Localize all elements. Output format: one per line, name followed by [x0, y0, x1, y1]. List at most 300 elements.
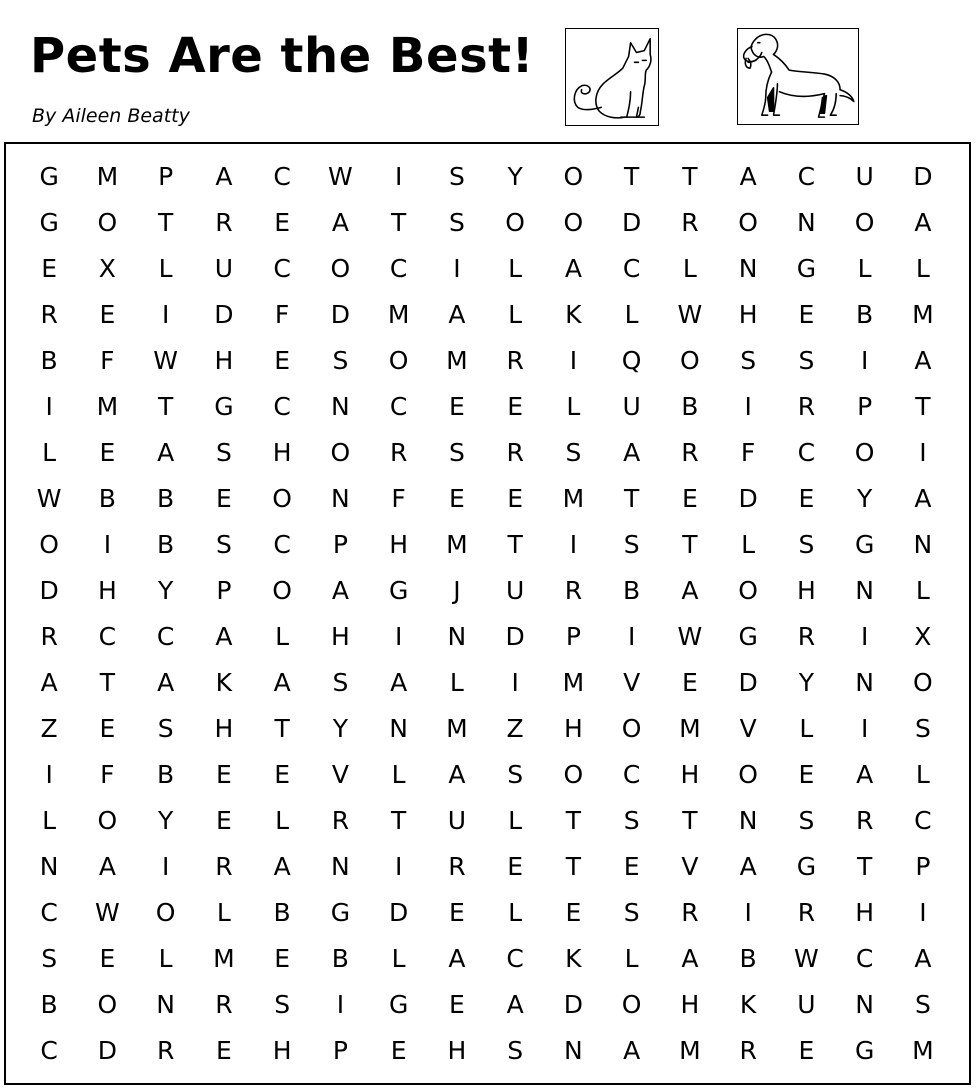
grid-letter: H: [214, 713, 234, 743]
grid-letter: N: [331, 391, 350, 421]
grid-letter: C: [40, 897, 58, 927]
grid-letter: N: [855, 989, 874, 1019]
grid-letter: N: [156, 989, 175, 1019]
grid-letter: A: [739, 161, 757, 191]
grid-letter: S: [448, 161, 465, 191]
grid-letter: V: [623, 667, 641, 697]
grid-letter: A: [390, 667, 408, 697]
grid-letter: O: [505, 207, 525, 237]
grid-letter: N: [331, 483, 350, 513]
grid-letter: A: [623, 1035, 641, 1065]
grid-letter: B: [856, 299, 874, 329]
grid-letter: G: [388, 575, 409, 605]
grid-letter: V: [739, 713, 757, 743]
grid-letter: C: [273, 253, 291, 283]
grid-letter: R: [389, 437, 408, 467]
grid-letter: N: [855, 575, 874, 605]
grid-letter: D: [913, 161, 933, 191]
grid-letter: T: [623, 483, 640, 513]
grid-letter: X: [98, 253, 116, 283]
grid-letter: B: [623, 575, 641, 605]
grid-letter: L: [624, 943, 639, 973]
grid-letter: H: [272, 1035, 292, 1065]
grid-letter: R: [564, 575, 583, 605]
grid-letter: I: [394, 621, 403, 651]
grid-letter: L: [449, 667, 464, 697]
grid-letter: N: [797, 207, 816, 237]
grid-letter: O: [738, 207, 758, 237]
grid-letter: O: [563, 207, 584, 237]
grid-letter: E: [274, 759, 291, 789]
grid-letter: I: [860, 713, 869, 743]
grid-letter: T: [682, 805, 698, 835]
grid-letter: N: [738, 253, 758, 283]
grid-letter: Y: [856, 483, 873, 513]
grid-letter: H: [738, 299, 758, 329]
grid-letter: E: [798, 759, 815, 789]
grid-letter: M: [912, 1035, 934, 1065]
grid-letter: A: [739, 851, 757, 881]
grid-letter: S: [448, 207, 465, 237]
grid-letter: A: [681, 943, 699, 973]
grid-letter: D: [505, 621, 525, 651]
grid-letter: O: [854, 207, 875, 237]
grid-letter: F: [740, 437, 756, 467]
grid-letter: E: [798, 1035, 815, 1065]
grid-letter: P: [565, 621, 581, 651]
grid-letter: G: [854, 529, 875, 559]
grid-letter: O: [97, 207, 118, 237]
grid-letter: Z: [40, 713, 58, 743]
grid-letter: G: [796, 851, 817, 881]
grid-letter: O: [155, 897, 176, 927]
grid-letter: S: [623, 897, 640, 927]
grid-letter: S: [274, 989, 291, 1019]
grid-letter: M: [562, 667, 585, 697]
grid-letter: I: [394, 851, 403, 881]
cat-icon: [565, 28, 659, 126]
puzzle-title: Pets Are the Best!: [30, 28, 534, 84]
grid-letter: A: [215, 161, 233, 191]
grid-letter: H: [563, 713, 583, 743]
grid-letter: R: [855, 805, 874, 835]
grid-letter: U: [505, 575, 525, 605]
grid-letter: A: [914, 943, 932, 973]
grid-letter: A: [40, 667, 58, 697]
grid-letter: L: [741, 529, 756, 559]
grid-letter: S: [332, 667, 349, 697]
grid-letter: B: [157, 529, 175, 559]
grid-letter: W: [36, 483, 62, 513]
grid-letter: R: [681, 207, 699, 237]
grid-letter: O: [738, 575, 758, 605]
grid-letter: G: [39, 161, 59, 191]
grid-letter: O: [854, 437, 875, 467]
grid-letter: H: [272, 437, 292, 467]
grid-letter: X: [914, 621, 932, 651]
grid-letter: Y: [332, 713, 349, 743]
grid-letter: B: [157, 759, 175, 789]
grid-letter: T: [99, 667, 116, 697]
grid-letter: L: [42, 805, 57, 835]
grid-letter: F: [274, 299, 290, 329]
grid-letter: E: [681, 667, 698, 697]
grid-letter: N: [855, 667, 874, 697]
grid-letter: E: [681, 483, 698, 513]
grid-letter: H: [97, 575, 117, 605]
grid-letter: O: [388, 345, 409, 375]
grid-letter: E: [565, 897, 582, 927]
grid-letter: I: [161, 299, 170, 329]
grid-letter: O: [272, 483, 292, 513]
grid-letter: C: [622, 253, 641, 283]
grid-letter: R: [797, 621, 816, 651]
grid-letter: Y: [507, 161, 523, 191]
grid-letter: W: [153, 345, 178, 375]
grid-letter: H: [796, 575, 816, 605]
grid-letter: C: [797, 161, 816, 191]
grid-letter: C: [40, 1035, 58, 1065]
grid-letter: E: [507, 391, 524, 421]
grid-letter: I: [161, 851, 170, 881]
grid-letter: E: [390, 1035, 407, 1065]
grid-letter: H: [214, 345, 234, 375]
grid-letter: Y: [798, 667, 815, 697]
grid-letter: U: [797, 989, 816, 1019]
grid-letter: O: [738, 759, 758, 789]
grid-letter: E: [448, 483, 465, 513]
grid-letter: K: [739, 989, 757, 1019]
grid-letter: E: [215, 1035, 232, 1065]
grid-letter: S: [215, 529, 232, 559]
grid-letter: N: [331, 851, 350, 881]
grid-letter: D: [388, 897, 409, 927]
grid-letter: B: [98, 483, 116, 513]
grid-letter: M: [562, 483, 585, 513]
grid-letter: H: [680, 759, 700, 789]
grid-letter: I: [569, 345, 578, 375]
grid-letter: E: [99, 437, 116, 467]
grid-letter: S: [798, 805, 815, 835]
grid-letter: F: [100, 759, 115, 789]
grid-letter: E: [507, 851, 524, 881]
grid-letter: I: [103, 529, 112, 559]
grid-letter: R: [506, 345, 524, 375]
grid-letter: M: [446, 345, 468, 375]
grid-letter: N: [39, 851, 59, 881]
grid-letter: I: [45, 759, 53, 789]
grid-letter: S: [332, 345, 349, 375]
grid-letter: O: [913, 667, 933, 697]
grid-letter: I: [569, 529, 578, 559]
grid-letter: O: [621, 713, 642, 743]
grid-letter: L: [508, 805, 523, 835]
grid-letter: S: [798, 345, 815, 375]
grid-letter: E: [215, 483, 232, 513]
grid-letter: F: [100, 345, 115, 375]
grid-letter: E: [507, 483, 524, 513]
grid-letter: R: [331, 805, 350, 835]
grid-letter: T: [274, 713, 290, 743]
grid-letter: E: [274, 207, 291, 237]
grid-letter: I: [453, 253, 461, 283]
grid-letter: A: [914, 483, 932, 513]
grid-letter: S: [448, 437, 465, 467]
grid-letter: A: [331, 207, 349, 237]
grid-letter: E: [623, 851, 640, 881]
grid-letter: I: [511, 667, 519, 697]
grid-letter: E: [215, 805, 232, 835]
grid-letter: D: [39, 575, 59, 605]
grid-letter: A: [448, 299, 466, 329]
grid-letter: H: [389, 529, 409, 559]
grid-letter: W: [677, 299, 703, 329]
grid-letter: V: [681, 851, 699, 881]
grid-letter: R: [215, 851, 233, 881]
grid-letter: T: [565, 805, 582, 835]
grid-letter: B: [681, 391, 699, 421]
grid-letter: M: [213, 943, 235, 973]
grid-letter: N: [389, 713, 408, 743]
grid-letter: I: [860, 345, 869, 375]
grid-letter: R: [40, 621, 58, 651]
grid-letter: A: [157, 437, 175, 467]
grid-letter: K: [215, 667, 233, 697]
grid-letter: O: [330, 437, 351, 467]
grid-letter: S: [740, 345, 757, 375]
grid-letter: A: [98, 851, 116, 881]
grid-letter: L: [508, 299, 523, 329]
grid-letter: H: [680, 989, 700, 1019]
grid-letter: L: [799, 713, 814, 743]
grid-letter: W: [677, 621, 703, 651]
grid-letter: I: [627, 621, 636, 651]
grid-letter: S: [157, 713, 174, 743]
grid-letter: R: [797, 897, 816, 927]
grid-letter: A: [623, 437, 641, 467]
grid-letter: B: [739, 943, 757, 973]
grid-letter: G: [738, 621, 758, 651]
grid-letter: N: [447, 621, 467, 651]
grid-letter: N: [738, 805, 758, 835]
grid-letter: S: [798, 529, 815, 559]
grid-letter: L: [857, 253, 872, 283]
grid-letter: P: [915, 851, 931, 881]
grid-letter: H: [447, 1035, 467, 1065]
grid-letter: T: [915, 391, 931, 421]
grid-letter: L: [915, 575, 930, 605]
grid-letter: A: [681, 575, 699, 605]
grid-letter: I: [45, 391, 53, 421]
grid-letter: B: [157, 483, 175, 513]
grid-letter: L: [42, 437, 57, 467]
grid-letter: D: [738, 667, 758, 697]
grid-letter: O: [330, 253, 351, 283]
grid-letter: B: [331, 943, 349, 973]
grid-letter: L: [391, 759, 406, 789]
grid-letter: H: [330, 621, 350, 651]
grid-letter: A: [856, 759, 874, 789]
grid-letter: L: [158, 253, 173, 283]
grid-letter: M: [387, 299, 410, 329]
grid-letter: W: [95, 897, 120, 927]
grid-letter: E: [99, 299, 116, 329]
grid-letter: R: [506, 437, 524, 467]
grid-letter: I: [744, 391, 752, 421]
author-byline: By Aileen Beatty: [32, 105, 190, 127]
grid-letter: C: [273, 529, 291, 559]
grid-letter: C: [156, 621, 175, 651]
grid-letter: A: [506, 989, 524, 1019]
grid-letter: A: [448, 759, 466, 789]
grid-letter: T: [682, 529, 698, 559]
grid-letter: L: [508, 253, 523, 283]
grid-letter: D: [330, 299, 350, 329]
grid-letter: D: [563, 989, 583, 1019]
grid-letter: O: [97, 805, 118, 835]
grid-letter: A: [331, 575, 349, 605]
grid-letter: A: [273, 667, 291, 697]
grid-letter: D: [621, 207, 642, 237]
grid-letter: C: [855, 943, 874, 973]
grid-letter: T: [856, 851, 873, 881]
grid-letter: A: [448, 943, 466, 973]
grid-letter: M: [96, 391, 119, 421]
grid-letter: L: [915, 253, 930, 283]
grid-letter: P: [158, 161, 174, 191]
grid-letter: R: [40, 299, 58, 329]
grid-letter: P: [216, 575, 232, 605]
grid-letter: M: [679, 713, 701, 743]
grid-letter: S: [623, 529, 640, 559]
grid-letter: O: [272, 575, 292, 605]
grid-letter: C: [98, 621, 117, 651]
grid-letter: E: [99, 713, 116, 743]
grid-letter: T: [390, 805, 407, 835]
grid-letter: O: [680, 345, 700, 375]
grid-letter: I: [394, 161, 403, 191]
grid-letter: J: [453, 575, 461, 605]
grid-letter: B: [273, 897, 291, 927]
grid-letter: P: [857, 391, 873, 421]
grid-letter: C: [797, 437, 816, 467]
grid-letter: D: [97, 1035, 117, 1065]
grid-letter: E: [448, 391, 465, 421]
grid-letter: M: [679, 1035, 701, 1065]
grid-letter: Y: [157, 575, 174, 605]
grid-letter: E: [448, 989, 465, 1019]
grid-letter: L: [682, 253, 697, 283]
grid-letter: C: [389, 253, 408, 283]
grid-letter: K: [565, 299, 582, 329]
grid-letter: C: [622, 759, 641, 789]
grid-letter: L: [391, 943, 406, 973]
grid-letter: V: [331, 759, 349, 789]
grid-letter: A: [273, 851, 291, 881]
grid-letter: L: [915, 759, 930, 789]
grid-letter: S: [215, 437, 232, 467]
grid-letter: E: [215, 759, 232, 789]
grid-letter: E: [41, 253, 58, 283]
grid-letter: W: [328, 161, 353, 191]
grid-letter: A: [564, 253, 582, 283]
grid-letter: L: [566, 391, 581, 421]
grid-letter: M: [96, 161, 119, 191]
grid-letter: W: [794, 943, 819, 973]
grid-letter: D: [738, 483, 758, 513]
grid-letter: G: [330, 897, 351, 927]
grid-letter: T: [623, 161, 640, 191]
grid-letter: L: [158, 943, 173, 973]
grid-letter: T: [682, 161, 698, 191]
grid-letter: U: [622, 391, 641, 421]
grid-letter: S: [507, 759, 524, 789]
grid-letter: O: [39, 529, 59, 559]
grid-letter: O: [621, 989, 642, 1019]
grid-letter: A: [914, 345, 932, 375]
grid-letter: L: [275, 621, 290, 651]
grid-letter: P: [332, 1035, 348, 1065]
grid-letter: S: [507, 1035, 524, 1065]
grid-letter: B: [40, 989, 58, 1019]
grid-letter: L: [216, 897, 231, 927]
grid-letter: I: [919, 437, 927, 467]
grid-letter: M: [446, 529, 468, 559]
grid-letter: I: [919, 897, 927, 927]
grid-letter: C: [273, 391, 291, 421]
grid-letter: L: [624, 299, 639, 329]
grid-letter: I: [744, 897, 752, 927]
grid-letter: N: [564, 1035, 583, 1065]
grid-letter: T: [565, 851, 582, 881]
grid-letter: Z: [506, 713, 524, 743]
grid-letter: H: [855, 897, 875, 927]
grid-letter: B: [40, 345, 58, 375]
grid-letter: E: [798, 299, 815, 329]
grid-letter: O: [563, 161, 584, 191]
grid-letter: U: [214, 253, 234, 283]
grid-letter: Y: [157, 805, 174, 835]
grid-letter: S: [914, 713, 931, 743]
grid-letter: D: [214, 299, 234, 329]
grid-letter: M: [912, 299, 934, 329]
grid-letter: R: [215, 207, 233, 237]
word-search-grid: [20, 153, 955, 1073]
grid-letter: R: [156, 1035, 175, 1065]
grid-letter: R: [448, 851, 466, 881]
grid-letter: L: [275, 805, 290, 835]
grid-letter: R: [797, 391, 816, 421]
grid-letter: C: [389, 391, 408, 421]
grid-letter: L: [508, 897, 523, 927]
grid-letter: U: [855, 161, 874, 191]
grid-letter: C: [914, 805, 932, 835]
grid-letter: S: [41, 943, 58, 973]
grid-letter: E: [274, 943, 291, 973]
grid-letter: R: [681, 437, 699, 467]
grid-letter: K: [565, 943, 582, 973]
grid-letter: A: [157, 667, 175, 697]
grid-letter: Q: [621, 345, 642, 375]
dog-icon: [737, 28, 859, 125]
grid-letter: F: [391, 483, 406, 513]
grid-letter: T: [390, 207, 407, 237]
grid-letter: E: [448, 897, 465, 927]
grid-letter: E: [274, 345, 291, 375]
grid-letter: R: [681, 897, 699, 927]
grid-letter: C: [273, 161, 291, 191]
grid-letter: S: [623, 805, 640, 835]
